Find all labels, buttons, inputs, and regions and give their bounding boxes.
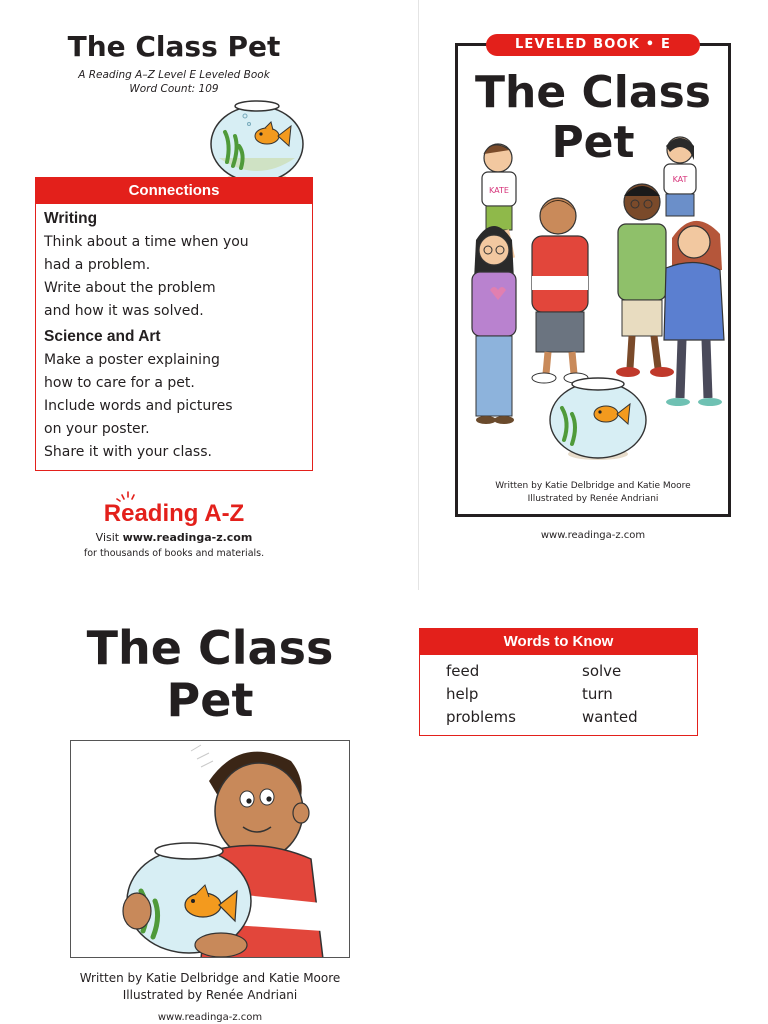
science-line: Include words and pictures [44, 398, 233, 414]
visit-line [34, 531, 314, 544]
words-to-know-heading: Words to Know [420, 629, 697, 655]
girl-blue-shirt-figure [664, 221, 724, 406]
level-line: A Reading A–Z Level E Leveled Book [78, 69, 270, 81]
author-line: Written by Katie Delbridge and Katie Moore [495, 481, 691, 491]
books-materials-note: for thousands of books and materials. [83, 548, 265, 559]
title-page-credits [70, 970, 350, 1003]
title-line: Pet [166, 673, 254, 727]
vocab-word: solve [582, 662, 622, 680]
visit-prefix: Visit [95, 531, 123, 544]
title-line: The Class [475, 67, 711, 118]
floor-fishbowl [550, 378, 646, 460]
writing-heading: Writing [44, 210, 98, 227]
visit-url-link[interactable]: www.readinga-z.com [122, 531, 253, 544]
science-line: on your poster. [44, 421, 150, 437]
kate-shirt-text: KATE [489, 186, 509, 195]
kat-shirt-text: KAT [672, 175, 688, 184]
leveled-book-badge: LEVELED BOOK • E [486, 34, 700, 56]
writing-line: Write about the problem [44, 280, 216, 296]
cover-url-link[interactable]: www.readinga-z.com [540, 530, 646, 541]
title-page-url-link[interactable]: www.readinga-z.com [157, 1012, 263, 1023]
writing-line: and how it was solved. [44, 303, 204, 319]
fishbowl-illustration [205, 88, 310, 188]
vocab-word: wanted [582, 708, 638, 726]
title-page-illustration-frame [70, 740, 350, 958]
boy-holding-fishbowl-illustration [71, 741, 350, 958]
cover-credits [458, 480, 728, 505]
vocab-word: feed [446, 662, 480, 680]
connections-box [35, 177, 313, 471]
science-line: Share it with your class. [44, 444, 212, 460]
writing-line: Think about a time when you [44, 234, 249, 250]
girl-purple-shirt-figure [472, 226, 516, 424]
back-cover-title: The Class Pet [67, 30, 281, 63]
science-line: how to care for a pet. [44, 375, 195, 391]
title-line: The Class [86, 621, 334, 675]
word-count-line: Word Count: 109 [129, 83, 219, 95]
author-line: Written by Katie Delbridge and Katie Moore [79, 971, 341, 985]
vocab-word: help [446, 685, 479, 703]
science-line: Make a poster explaining [44, 352, 220, 368]
vocab-word: problems [446, 708, 516, 726]
science-art-heading: Science and Art [44, 328, 161, 345]
reading-az-logo [104, 490, 244, 530]
title-line: Pet [551, 117, 635, 168]
illustrator-line: Illustrated by Renée Andriani [122, 987, 298, 1002]
words-to-know-box [419, 628, 698, 736]
vocab-word: turn [582, 685, 613, 703]
boy-red-shirt-figure [532, 198, 588, 383]
cover-illustration-children-fishbowl [458, 130, 728, 475]
girl-kat-figure [664, 137, 696, 216]
writing-line: had a problem. [44, 257, 151, 273]
page-fold-divider [418, 0, 419, 590]
title-page-title [70, 622, 350, 726]
illustrator-line: Illustrated by Renée Andriani [527, 493, 659, 504]
logo-text: Reading A-Z [104, 500, 244, 527]
connections-heading: Connections [36, 178, 312, 204]
